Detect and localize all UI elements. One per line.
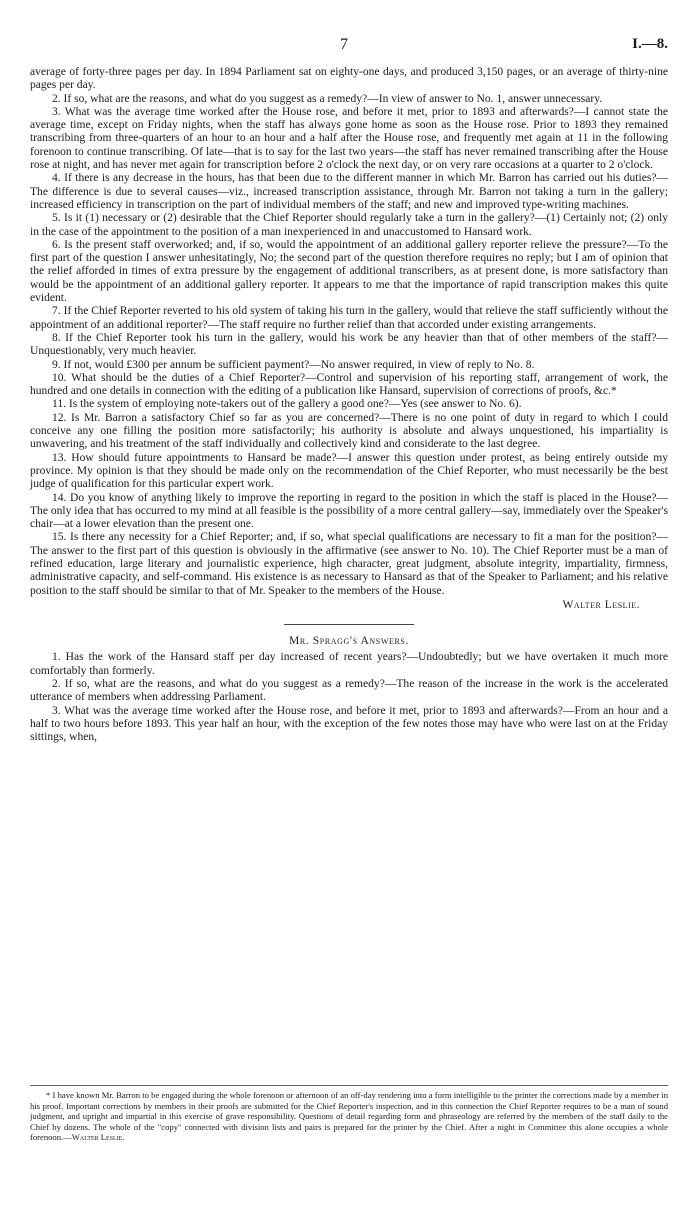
footnote (30, 1090, 668, 1143)
paragraph: 10. What should be the duties of a Chief Reporter?—Control and supervision of his reporting staff, arrangement of work, the hundred and one details in connection with the editing of a publication like Hansard, supervision of corrections of proofs, &c.* (30, 371, 668, 398)
paragraph: 15. Is there any necessity for a Chief Reporter; and, if so, what special qualifications are necessary to fit a man for the position?—The answer to the first part of this question is obviously in the affirmative (see answer to No. 10). The Chief Reporter must be a man of refined education, large literary and journalistic experience, high character, great judgment, absolute integrity, impartiality, firmness, administrative capacity, and self-command. His existence is as necessary to Hansard as that of the Speaker to Parliament; and his relative position to the staff should be similar to that of Mr. Speaker to the members of the House. (30, 531, 668, 597)
paragraph: 14. Do you know of anything likely to improve the reporting in regard to the position in which the staff is placed in the House?—The only idea that has occurred to my mind at all feasible is the possibility of a more central gallery—say, immediately over the Speaker's chair—at a lower elevation than the present one. (30, 491, 668, 531)
body-text (30, 66, 668, 745)
page-reference: I.—8. (632, 36, 668, 52)
paragraph: 5. Is it (1) necessary or (2) desirable that the Chief Reporter should regularly take a turn in the gallery?—(1) Certainly not; (2) only in the case of the appointment to the position of a man inexperienced in and unaccustomed to Hansard work. (30, 212, 668, 238)
section-divider (284, 624, 414, 625)
page-header (0, 36, 700, 58)
paragraph: 4. If there is any decrease in the hours, has that been due to the different manner in which Mr. Barron has carried out his duties?—The difference is due to several causes—viz., increased transcription assistance, through Mr. Barron not taking a turn in the gallery; increased efficiency in transcription on the part of individual members of the staff; and new and improved type-writing machines. (30, 172, 668, 211)
footnote-signature: —Walter Leslie. (63, 1132, 125, 1143)
paragraph: 1. Has the work of the Hansard staff per day increased of recent years?—Undoubtedly; but we have overtaken it much more comfortably than formerly. (30, 651, 668, 677)
paragraph: 3. What was the average time worked after the House rose, and before it met, prior to 1893 and afterwards?—From an hour and a half to two hours before 1893. This year half an hour, with the exception of the few notes those may have who were last on at the Friday sittings, when, (30, 704, 668, 744)
paragraph: 12. Is Mr. Barron a satisfactory Chief so far as you are concerned?—There is no one point of duty in regard to which I could conceive any one filling the position more satisfactorily; his authority is absolute and always unquestioned, his impartiality is unwavering, and his treatment of the staff individually and collectively kind and considerate to the last degree. (30, 411, 668, 451)
paragraph: 7. If the Chief Reporter reverted to his old system of taking his turn in the gallery, would that relieve the staff sufficiently without the appointment of an additional reporter?—The staff require no further relief than that accorded under existing arrangements. (30, 305, 668, 331)
page-number: 7 (340, 36, 348, 53)
paragraph: 3. What was the average time worked after the House rose, and before it met, prior to 1893 and afterwards?—I cannot state the average time, except on Friday nights, when the staff has always gone home as soon as the House rose. Prior to 1893 they remained transcribing from three-quarters of an hour to an hour and a half after the House rose, and frequently met again at 11 in the following forenoon to continue transcribing. Of late—that is to say for the last two years—the staff has never remained transcribing after the House rose at night, and has never met again for transcription before 2 o'clock the next day, or on very rare occasions at a quarter to 2 o'clock. (30, 105, 668, 172)
footnote-divider (30, 1085, 668, 1086)
paragraph: 13. How should future appointments to Hansard be made?—I answer this question under protest, as being entirely outside my province. My opinion is that they should be made only on the recommendation of the Chief Reporter, who must necessarily be the best judge of qualification for this particular expert work. (30, 451, 668, 491)
section-title: Mr. Spragg's Answers. (289, 635, 409, 648)
paragraph: 11. Is the system of employing note-takers out of the gallery a good one?—Yes (see answer to No. 6). (52, 398, 522, 411)
paragraph: 9. If not, would £300 per annum be sufficient payment?—No answer required, in view of reply to No. 8. (52, 358, 535, 371)
signature: Walter Leslie. (562, 598, 640, 611)
paragraph: 2. If so, what are the reasons, and what do you suggest as a remedy?—The reason of the increase in the work is the accelerated utterance of members when addressing Parliament. (30, 678, 668, 704)
paragraph: 8. If the Chief Reporter took his turn in the gallery, would his work be any heavier than that of other members of the staff?—Unquestionably, very much heavier. (30, 331, 668, 358)
paragraph: 6. Is the present staff overworked; and, if so, would the appointment of an additional gallery reporter relieve the pressure?—To the first part of the question I answer unhesitatingly, No; the second part of the question therefore requires no reply; but I am of opinion that the relief afforded in times of extra pressure by the engagement of additional transcribers, as at present done, is more satisfactory than would be the appointment of an additional gallery reporter. It appears to me that the importance of rapid transcription makes this quite evident. (30, 238, 668, 305)
paragraph: 2. If so, what are the reasons, and what do you suggest as a remedy?—In view of answer to No. 1, answer unnecessary. (52, 92, 603, 105)
footnote-text: * I have known Mr. Barron to be engaged during the whole forenoon or afternoon of an off-day rendering into a form intelligible to the printer the corrections made by a member in his proof. Important corrections by members in their proofs are submitted for the Chief Reporter's inspection, and in this connection the Chief Reporter requires to be a man of sound judgment, and upright and impartial in this exercise of grave responsibility. Questions of detail regarding form and phraseology are referred by the members of the staff daily to the Chief by dozens. The whole of the "copy" connected with division lists and pairs is prepared for the printer by the Chief. After a night in Committee this alone occupies a whole forenoon. (30, 1090, 668, 1143)
paragraph: average of forty-three pages per day. In 1894 Parliament sat on eighty-one days, and produced 3,150 pages, or an average of thirty-nine pages per day. (30, 66, 668, 92)
